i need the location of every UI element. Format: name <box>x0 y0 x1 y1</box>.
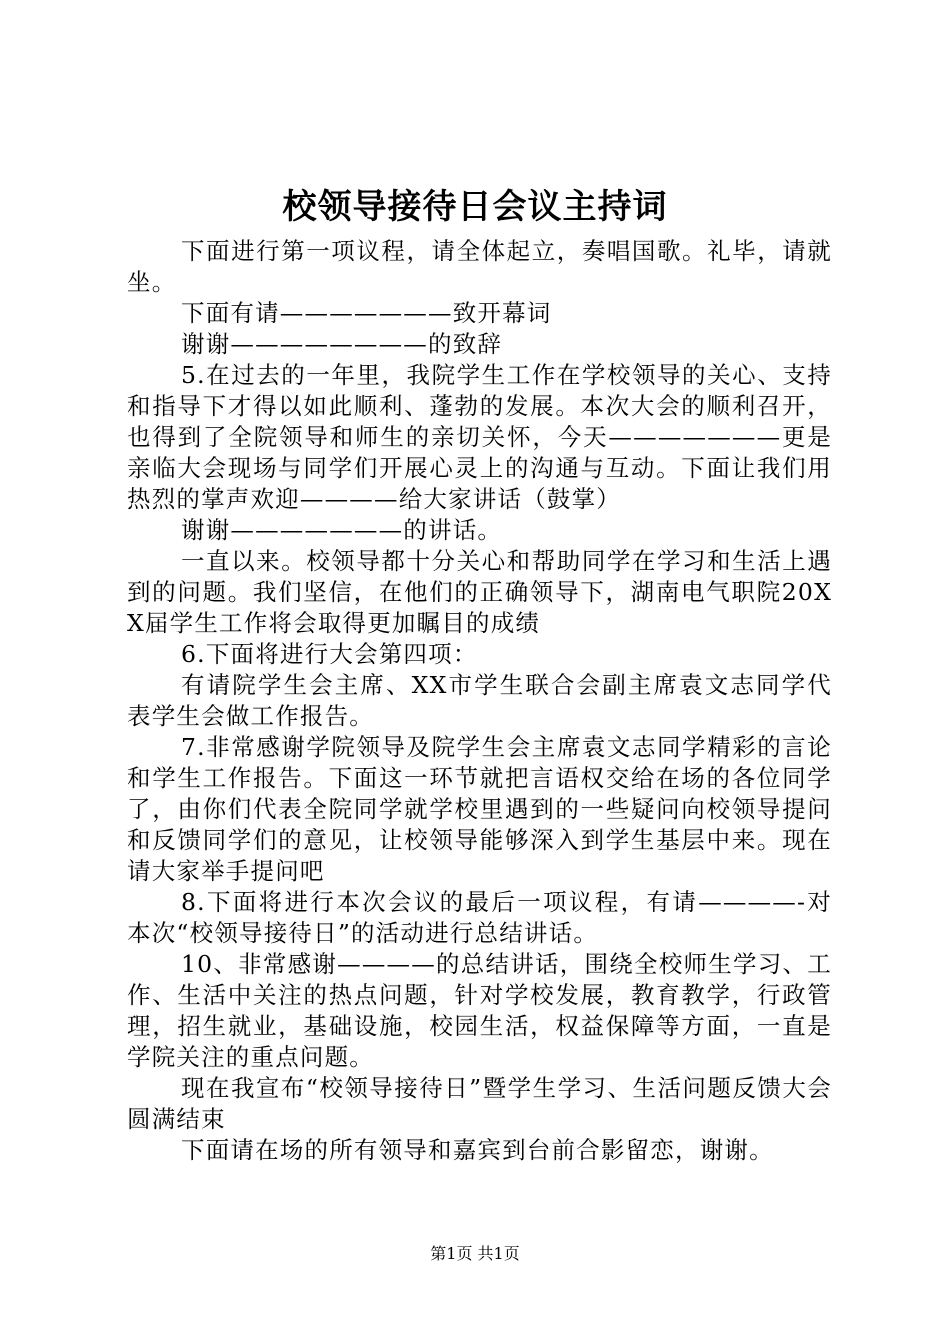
paragraph: 谢谢————————的致辞 <box>181 330 503 358</box>
document-body <box>127 236 832 1166</box>
paragraph: 谢谢———————的讲话。 <box>181 516 503 544</box>
document-title: 校领导接待日会议主持词 <box>282 187 668 227</box>
paragraph: 下面有请———————致开幕词 <box>181 299 552 327</box>
paragraph: 6.下面将进行大会第四项： <box>181 640 478 668</box>
paragraph: 下面进行第一项议程，请全体起立，奏唱国歌。礼毕，请就坐。 <box>127 237 832 296</box>
paragraph: 有请院学生会主席、XX市学生联合会副主席袁文志同学代表学生会做工作报告。 <box>127 671 832 730</box>
paragraph: 8.下面将进行本次会议的最后一项议程，有请————-对本次“校领导接待日”的活动进行总结讲话。 <box>127 888 832 947</box>
paragraph: 现在我宣布“校领导接待日”暨学生学习、生活问题反馈大会圆满结束 <box>127 1074 832 1133</box>
page-footer: 第1页 共1页 <box>430 1244 520 1263</box>
paragraph: 下面请在场的所有领导和嘉宾到台前合影留恋，谢谢。 <box>181 1136 774 1164</box>
paragraph: 10、非常感谢————的总结讲话，围绕全校师生学习、工作、生活中关注的热点问题，针对学校发展，教育教学，行政管理，招生就业，基础设施，校园生活，权益保障等方面，一直是学院关注的重点问题。 <box>127 950 832 1071</box>
paragraph: 7.非常感谢学院领导及院学生会主席袁文志同学精彩的言论和学生工作报告。下面这一环节就把言语权交给在场的各位同学了，由你们代表全院同学就学校里遇到的一些疑问向校领导提问和反馈同学们的意见，让校领导能够深入到学生基层中来。现在请大家举手提问吧 <box>127 733 832 885</box>
paragraph: 5.在过去的一年里，我院学生工作在学校领导的关心、支持和指导下才得以如此顺利、蓬勃的发展。本次大会的顺利召开，也得到了全院领导和师生的亲切关怀，今天———————更是亲临大会现场与同学们开展心灵上的沟通与互动。下面让我们用热烈的掌声欢迎————给大家讲话（鼓掌） <box>127 361 832 513</box>
paragraph: 一直以来。校领导都十分关心和帮助同学在学习和生活上遇到的问题。我们坚信，在他们的正确领导下，湖南电气职院20XX届学生工作将会取得更加瞩目的成绩 <box>127 547 832 637</box>
